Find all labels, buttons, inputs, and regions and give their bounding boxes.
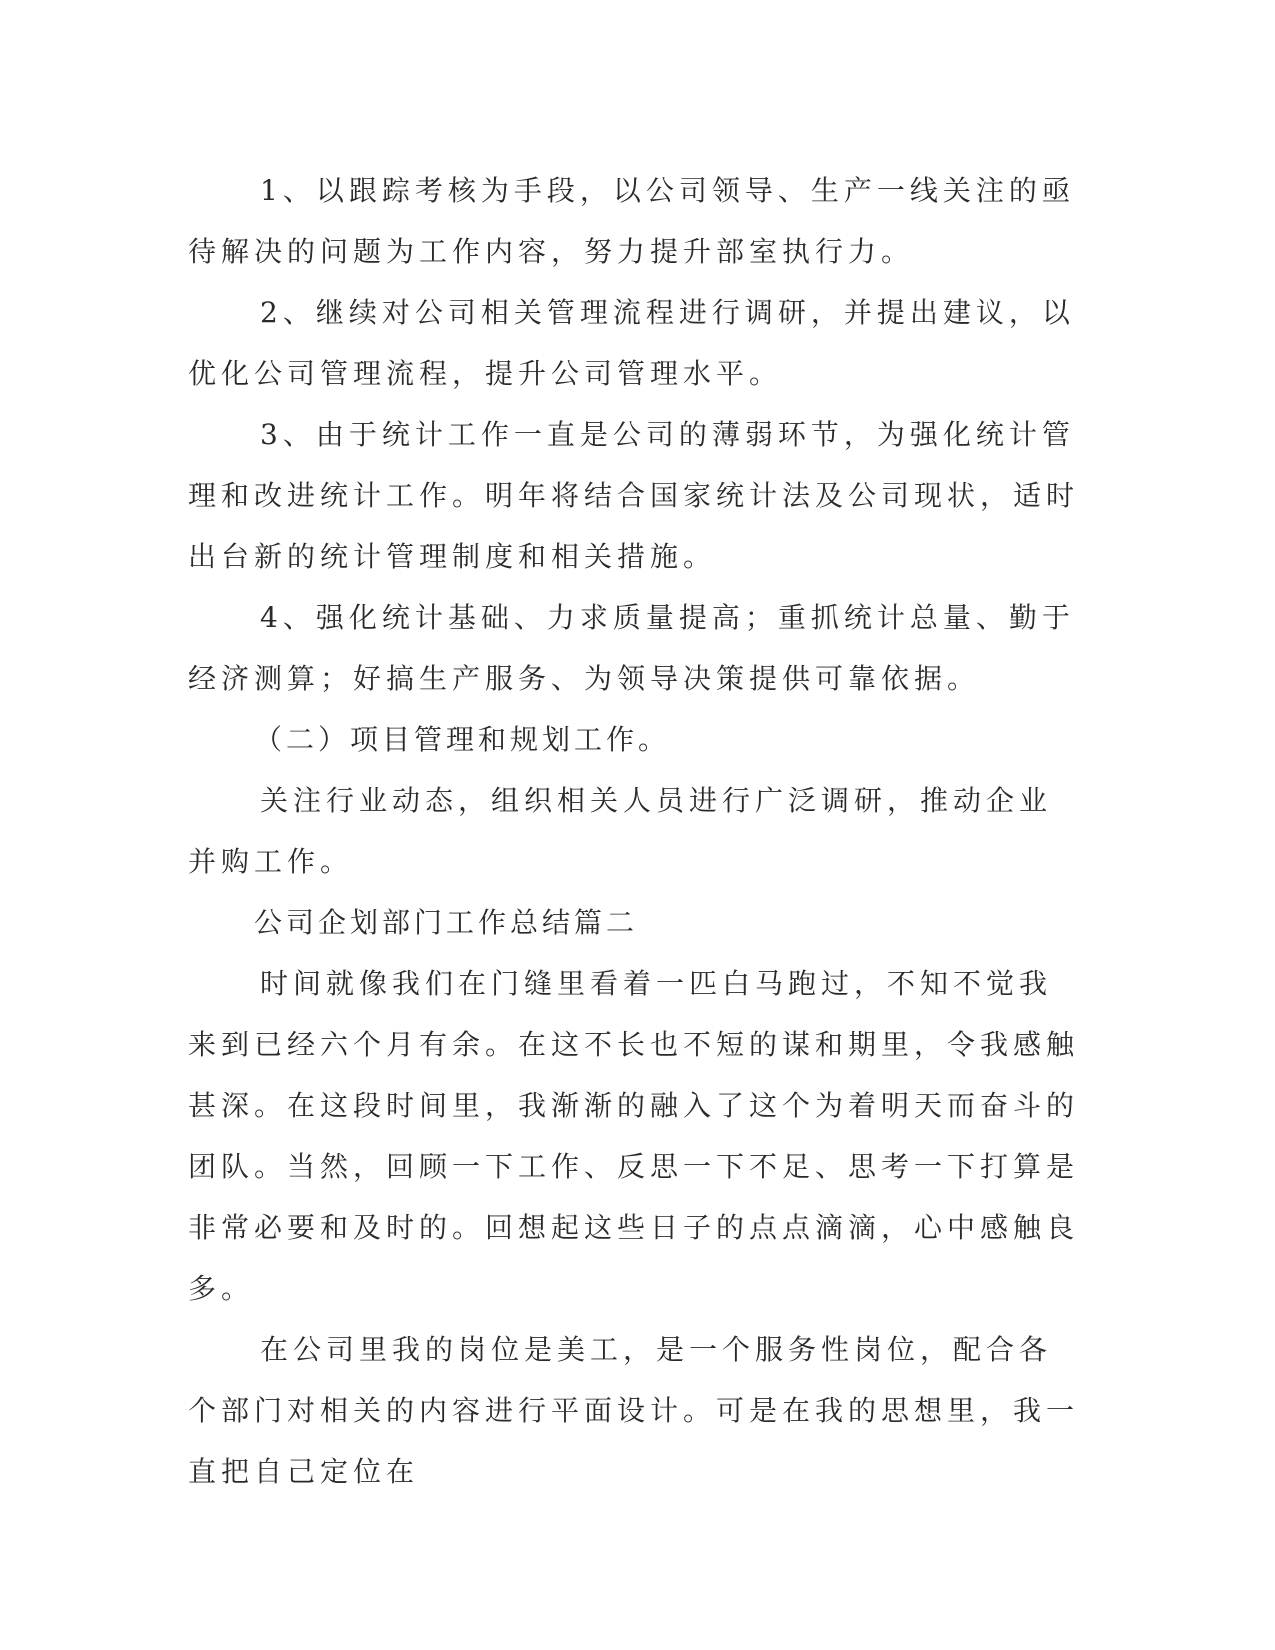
section-heading-project-management: （二）项目管理和规划工作。 bbox=[254, 723, 671, 756]
paragraph-industry-dynamics: 关注行业动态，组织相关人员进行广泛调研，推动企业并购工作。 bbox=[188, 784, 1053, 878]
section-heading-summary-part-two: 公司企划部门工作总结篇二 bbox=[254, 906, 639, 939]
document-body bbox=[188, 160, 1080, 1502]
paragraph-job-position: 在公司里我的岗位是美工，是一个服务性岗位，配合各个部门对相关的内容进行平面设计。可是在我的思想里，我一直把自己定位在 bbox=[188, 1333, 1080, 1488]
paragraph-item-3: 3、由于统计工作一直是公司的薄弱环节，为强化统计管理和改进统计工作。明年将结合国家统计法及公司现状，适时出台新的统计管理制度和相关措施。 bbox=[188, 418, 1080, 573]
paragraph-time-reflection: 时间就像我们在门缝里看着一匹白马跑过，不知不觉我来到已经六个月有余。在这不长也不短的谋和期里，令我感触甚深。在这段时间里，我渐渐的融入了这个为着明天而奋斗的团队。当然，回顾一下工作、反思一下不足、思考一下打算是非常必要和及时的。回想起这些日子的点点滴滴，心中感触良多。 bbox=[188, 967, 1080, 1305]
paragraph-item-2: 2、继续对公司相关管理流程进行调研，并提出建议，以优化公司管理流程，提升公司管理水平。 bbox=[188, 296, 1075, 390]
paragraph-item-1: 1、以跟踪考核为手段，以公司领导、生产一线关注的亟待解决的问题为工作内容，努力提升部室执行力。 bbox=[188, 174, 1075, 268]
paragraph-item-4: 4、强化统计基础、力求质量提高；重抓统计总量、勤于经济测算；好搞生产服务、为领导决策提供可靠依据。 bbox=[188, 601, 1075, 695]
